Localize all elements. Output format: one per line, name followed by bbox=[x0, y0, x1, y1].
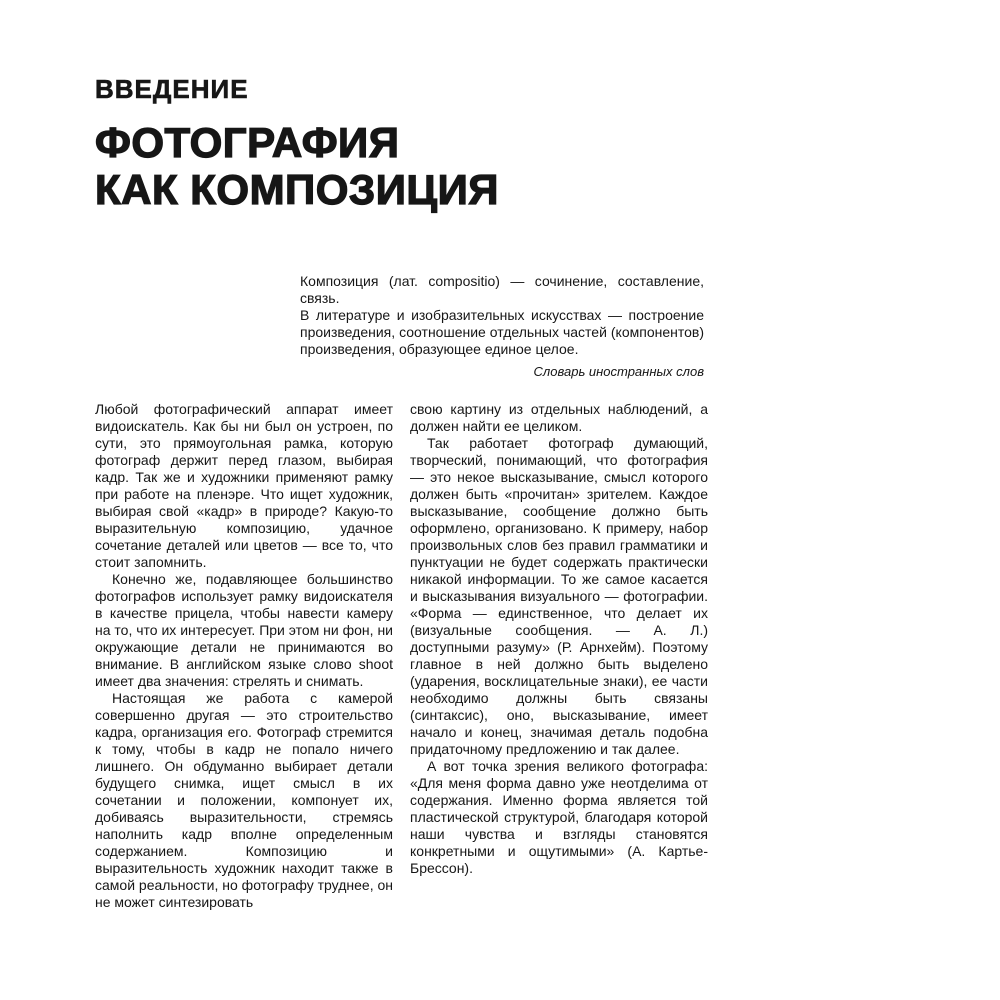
right-column bbox=[410, 401, 708, 911]
body-columns bbox=[95, 401, 708, 911]
paragraph-right-1: свою картину из отдельных наблюдений, а должен найти ее целиком. bbox=[410, 401, 708, 435]
left-column bbox=[95, 401, 393, 911]
paragraph-left-3: Настоящая же работа с камерой совершенно другая — это строительство кадра, организация его. Фотограф стремится к тому, чтобы в кадр не попало ничего лишнего. Он обдуманно выбирает детали будущего снимка, ищет смысл в их сочетании и положении, компонует их, добиваясь выразительности, стремясь наполнить кадр вполне определенным содержанием. Композицию и выразительность художник находит также в самой реальности, но фотографу труднее, он не может синтезировать bbox=[95, 690, 393, 911]
section-label: ВВЕДЕНИЕ bbox=[95, 74, 249, 104]
epigraph-attribution: Словарь иностранных слов bbox=[533, 364, 704, 380]
epigraph-paragraph-2: В литературе и изобразительных искусствах — построение произведения, соотношение отдельных частей (компонентов) произведения, образующее единое целое. bbox=[300, 307, 704, 358]
epigraph-paragraph-1: Композиция (лат. compositio) — сочинение, составление, связь. bbox=[300, 273, 704, 307]
page-title-line1: ФОТОГРАФИЯ bbox=[95, 119, 400, 166]
page-content bbox=[95, 74, 708, 911]
page-title bbox=[95, 119, 708, 213]
paragraph-left-1: Любой фотографический аппарат имеет видоискатель. Как бы ни был он устроен, по сути, это прямоугольная рамка, которую фотограф держит перед глазом, выбирая кадр. Так же и художники применяют рамку при работе на пленэре. Что ищет художник, выбирая свой «кадр» в природе? Какую-то выразительную композицию, удачное сочетание деталей или цветов — все то, что стоит запомнить. bbox=[95, 401, 393, 571]
paragraph-right-2: Так работает фотограф думающий, творческий, понимающий, что фотография — это некое высказывание, смысл которого должен быть «прочитан» зрителем. Каждое высказывание, сообщение должно быть оформлено, организовано. К примеру, набор произвольных слов без правил грамматики и пунктуации не будет содержать практически никакой информации. То же самое касается и высказывания визуального — фотографии. «Форма — единственное, что делает их (визуальные сообщения. — А. Л.) доступными разуму» (Р. Арнхейм). Поэтому главное в ней должно быть выделено (ударения, восклицательные знаки), ее части необходимо должны быть связаны (синтаксис), оно, высказывание, имеет начало и конец, значимая деталь подобна придаточному предложению и так далее. bbox=[410, 435, 708, 758]
page-title-line2: КАК КОМПОЗИЦИЯ bbox=[95, 166, 499, 214]
paragraph-right-3: А вот точка зрения великого фотографа: «Для меня форма давно уже неотделима от содержания. Именно форма является той пластической структурой, благодаря которой наши чувства и взгляды становятся конкретными и ощутимыми» (А. Картье-Брессон). bbox=[410, 758, 708, 877]
epigraph bbox=[300, 273, 704, 380]
paragraph-left-2: Конечно же, подавляющее большинство фотографов использует рамку видоискателя в качестве прицела, чтобы навести камеру на то, что их интересует. При этом ни фон, ни окружающие детали не принимаются во внимание. В английском языке слово shoot имеет два значения: стрелять и снимать. bbox=[95, 571, 393, 690]
